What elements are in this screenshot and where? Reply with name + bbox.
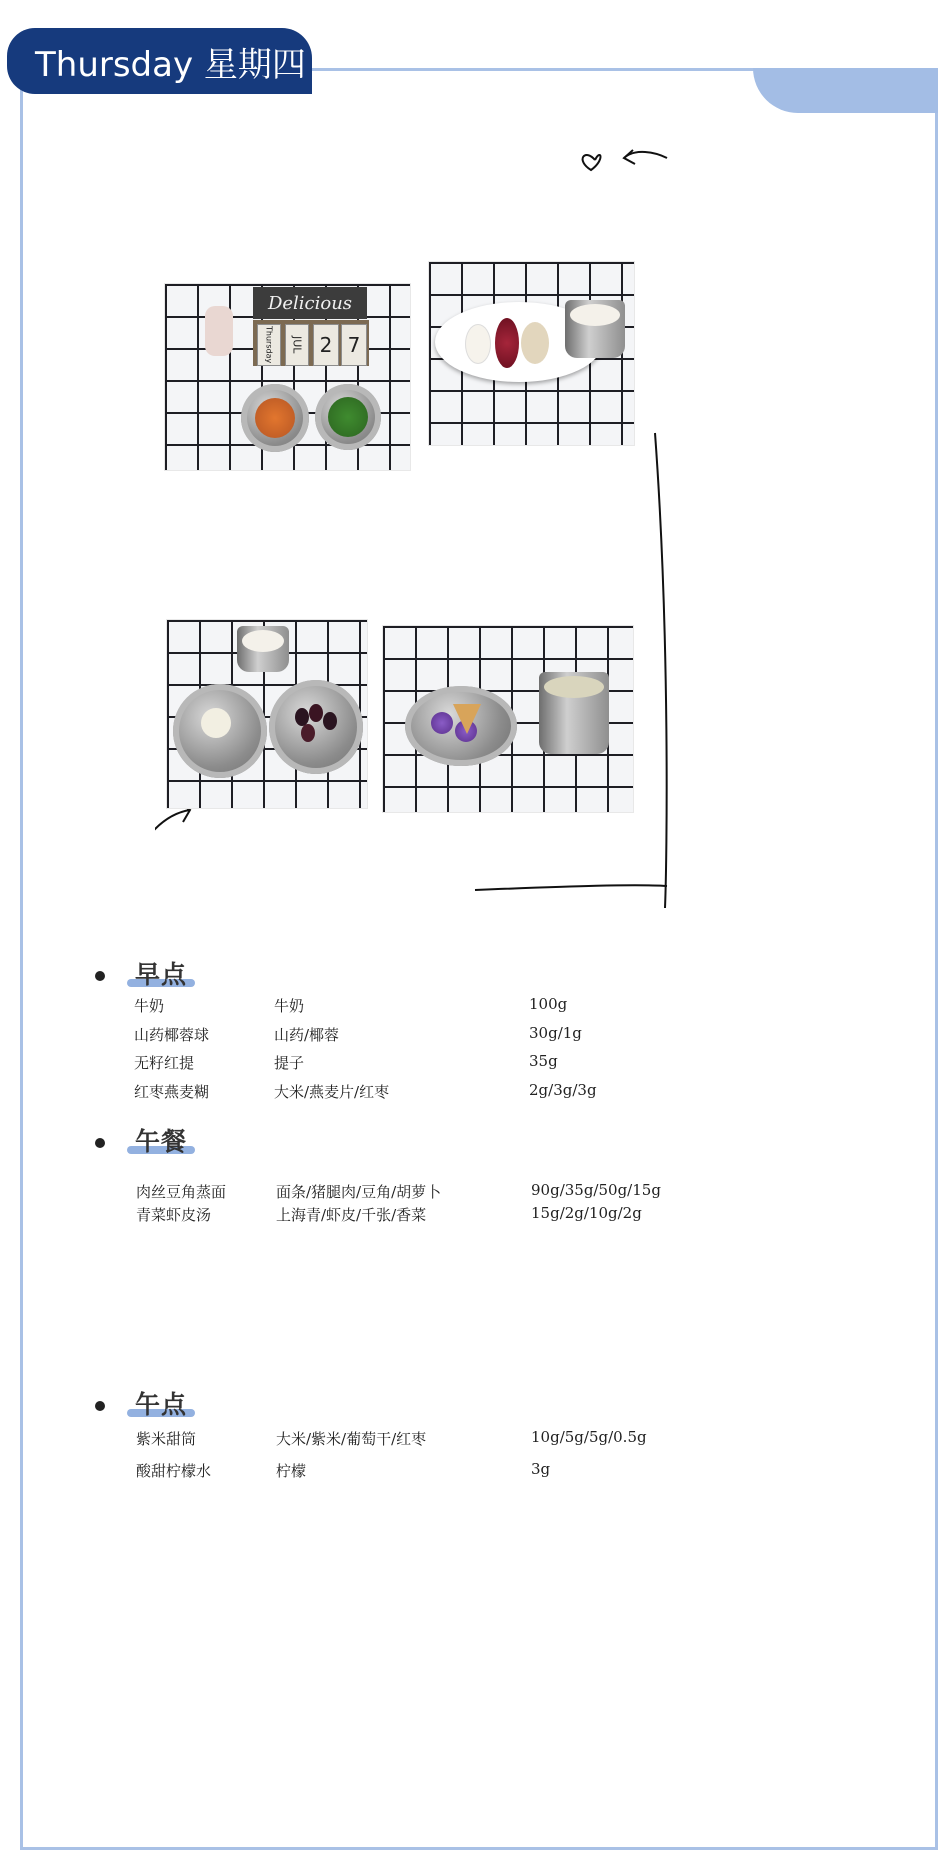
dish-amount: 15g/2g/10g/2g [531,1204,642,1222]
section-title: 早点 [135,960,188,989]
photo-calendar-ingredients [165,284,410,470]
bullet-dot [95,1401,105,1411]
dish-ingredients: 大米/紫米/葡萄干/红枣 [276,1430,427,1448]
calendar-weekday-tag: Thursday [257,324,281,366]
section-title: 午餐 [135,1127,188,1156]
dish-ingredients: 柠檬 [276,1462,307,1480]
dish-ingredients: 大米/燕麦片/红枣 [274,1083,390,1101]
photo-collage [155,138,795,1088]
delicious-sign: Delicious [253,287,367,319]
dish-name: 肉丝豆角蒸面 [136,1183,227,1201]
bullet-dot [95,971,105,981]
dish-amount: 10g/5g/5g/0.5g [531,1428,647,1446]
photo-breakfast [167,620,367,808]
lemon-water-cup [539,672,609,754]
photo-oat-ingredients [429,262,634,445]
dish-name: 紫米甜筒 [136,1430,197,1448]
dish-ingredients: 上海青/虾皮/千张/香菜 [276,1206,427,1224]
dish-name: 无籽红提 [134,1054,195,1072]
dish-ingredients: 牛奶 [274,997,305,1015]
dish-amount: 2g/3g/3g [529,1081,597,1099]
frame-corner-decoration [753,68,938,113]
section-title: 午点 [135,1390,188,1419]
dish-amount: 100g [529,995,568,1013]
dish-amount: 90g/35g/50g/15g [531,1181,661,1199]
calendar-day-tens-tag: 2 [313,324,339,366]
grape-bowl [269,680,363,774]
dish-amount: 3g [531,1460,551,1478]
dish-name: 山药椰蓉球 [134,1026,210,1044]
dish-name: 牛奶 [134,997,165,1015]
dish-ingredients: 面条/猪腿肉/豆角/胡萝卜 [276,1183,442,1201]
chef-figurine [205,306,233,356]
day-label: Thursday 星期四 [35,44,306,85]
milk-cup [565,300,625,358]
dish-name: 红枣燕麦糊 [134,1083,210,1101]
calendar-day-units-tag: 7 [341,324,367,366]
dish-ingredients: 提子 [274,1054,305,1072]
dish-name: 青菜虾皮汤 [136,1206,212,1224]
dish-ingredients: 山药/椰蓉 [274,1026,340,1044]
day-header-tab [7,28,312,94]
dish-name: 酸甜柠檬水 [136,1462,212,1480]
dish-amount: 30g/1g [529,1024,582,1042]
calendar-month-tag: JUL [285,324,309,366]
dish-amount: 35g [529,1052,558,1070]
photo-afternoon-snack [383,626,633,812]
milk-cup [237,626,289,672]
bullet-dot [95,1138,105,1148]
